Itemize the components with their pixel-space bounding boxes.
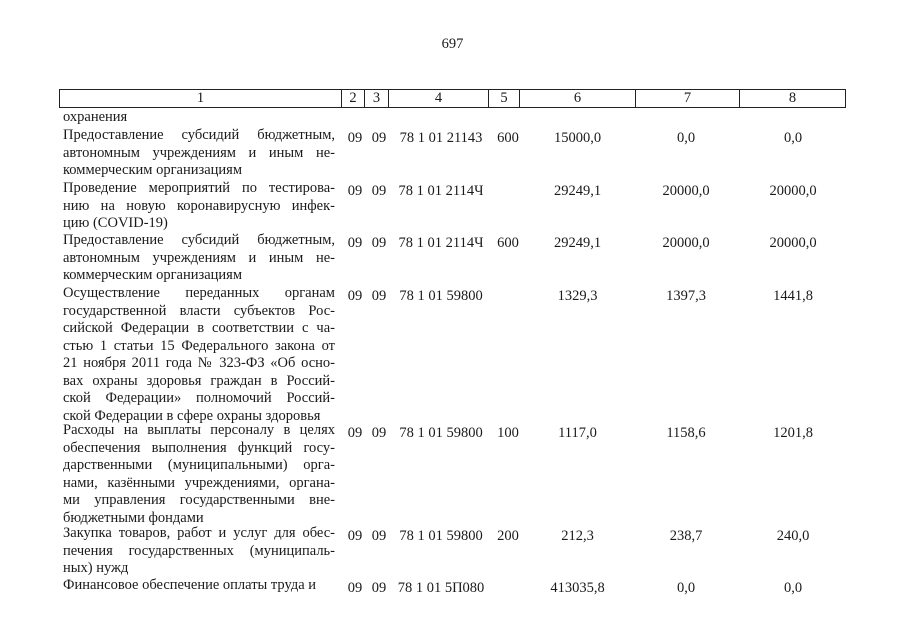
row-description (63, 577, 335, 595)
cell-c5: 100 (497, 425, 519, 441)
header-col-7: 7 (635, 90, 739, 107)
cell-c8: 1441,8 (773, 288, 813, 304)
cell-c6: 413035,8 (550, 580, 605, 596)
description-line: 21 ноября 2011 года № 323-ФЗ «Об осно- (63, 355, 335, 371)
cell-c6: 29249,1 (553, 183, 602, 199)
description-line: Осуществление переданных органам (63, 285, 335, 301)
description-line: обеспечения выполнения функций госу- (63, 439, 335, 456)
row-description (63, 285, 335, 425)
description-line: автономным учреждениям и иным не- (63, 249, 335, 266)
row-description (63, 127, 335, 180)
page-number: 697 (441, 36, 464, 52)
cell-c2: 09 (347, 130, 363, 146)
cell-c6: 212,3 (561, 528, 594, 544)
cell-c5: 200 (497, 528, 519, 544)
cell-c6: 29249,1 (553, 235, 602, 251)
cell-c7: 1158,6 (666, 425, 706, 441)
table-header-row (59, 89, 846, 108)
cell-c5: 600 (497, 130, 519, 146)
cell-c2: 09 (347, 580, 363, 596)
cell-c4: 78 1 01 59800 (399, 528, 483, 544)
cell-c7: 20000,0 (662, 235, 710, 251)
description-line: автономным учреждениям и иным не- (63, 144, 335, 161)
header-col-1: 1 (196, 90, 205, 106)
cell-c7: 0,0 (676, 580, 696, 596)
description-line: коммерческим организациям (63, 267, 243, 283)
description-line: Расходы на выплаты персоналу в целях (63, 422, 335, 438)
cell-c4: 78 1 01 59800 (399, 288, 483, 304)
cell-c8: 240,0 (776, 528, 810, 544)
cell-c8: 20000,0 (769, 235, 817, 251)
cell-c6: 15000,0 (553, 130, 602, 146)
cell-c6: 1117,0 (558, 425, 597, 441)
cell-c2: 09 (347, 183, 363, 199)
description-line: Финансовое обеспечение оплаты труда и (63, 577, 317, 593)
description-line: бюджетными фондами (63, 509, 204, 526)
header-col-4: 4 (388, 90, 488, 107)
cell-c4: 78 1 01 2114Ч (398, 235, 484, 251)
description-line: ми управления государственными вне- (63, 492, 335, 508)
header-col-5: 5 (488, 90, 519, 107)
description-line: цию (COVID-19) (63, 215, 168, 231)
cell-c2: 09 (347, 288, 363, 304)
cell-c2: 09 (347, 235, 363, 251)
cell-c6: 1329,3 (557, 288, 598, 304)
cell-c4: 78 1 01 21143 (399, 130, 483, 146)
cell-c8: 20000,0 (769, 183, 817, 199)
header-col-2: 2 (341, 90, 364, 107)
row-description (63, 232, 335, 285)
cell-c3: 09 (371, 580, 387, 596)
cell-c3: 09 (371, 288, 387, 304)
header-col-3: 3 (364, 90, 388, 107)
cell-c7: 238,7 (669, 528, 703, 544)
row-description (63, 525, 335, 578)
description-line: стью 1 статьи 15 Федерального закона от (63, 337, 335, 354)
description-line: государственной власти субъектов Рос- (63, 302, 335, 319)
description-line: нию на новую коронавирусную инфек- (63, 197, 335, 214)
cell-c4: 78 1 01 2114Ч (398, 183, 484, 199)
cell-c7: 20000,0 (662, 183, 710, 199)
description-line: ской Федерации в сфере охраны здоровья (63, 407, 321, 424)
cell-c7: 1397,3 (666, 288, 706, 304)
cell-c8: 1201,8 (773, 425, 813, 441)
cell-c7: 0,0 (676, 130, 696, 146)
description-line: сийской Федерации в соответствии с ча- (63, 320, 335, 336)
description-line: Закупка товаров, работ и услуг для обес- (63, 525, 335, 541)
description-line: Предоставление субсидий бюджетным, (63, 127, 335, 143)
cell-c3: 09 (371, 528, 387, 544)
description-line: коммерческим организациям (63, 162, 243, 178)
header-col-6: 6 (519, 90, 635, 107)
header-col-8: 8 (739, 90, 845, 107)
cell-c5: 600 (497, 235, 519, 251)
cell-c8: 0,0 (783, 130, 803, 146)
cell-c3: 09 (371, 235, 387, 251)
row-description (63, 180, 335, 233)
cell-c4: 78 1 01 59800 (399, 425, 483, 441)
row-description (63, 109, 335, 127)
cell-c3: 09 (371, 130, 387, 146)
description-line: Проведение мероприятий по тестирова- (63, 180, 335, 196)
description-line: нами, казёнными учреждениями, органа- (63, 474, 335, 491)
description-line: ных) нужд (63, 560, 129, 576)
cell-c8: 0,0 (783, 580, 803, 596)
description-line: вах охраны здоровья граждан в Россий- (63, 372, 335, 389)
description-line: ской Федерации» полномочий Россий- (63, 390, 335, 406)
description-line: Предоставление субсидий бюджетным, (63, 232, 335, 248)
cell-c2: 09 (347, 425, 363, 441)
cell-c2: 09 (347, 528, 363, 544)
description-line: охранения (63, 109, 128, 125)
cell-c3: 09 (371, 425, 387, 441)
cell-c3: 09 (371, 183, 387, 199)
cell-c4: 78 1 01 5П080 (397, 580, 485, 596)
row-description (63, 422, 335, 527)
description-line: дарственными (муниципальными) орга- (63, 457, 335, 473)
description-line: печения государственных (муниципаль- (63, 542, 335, 559)
